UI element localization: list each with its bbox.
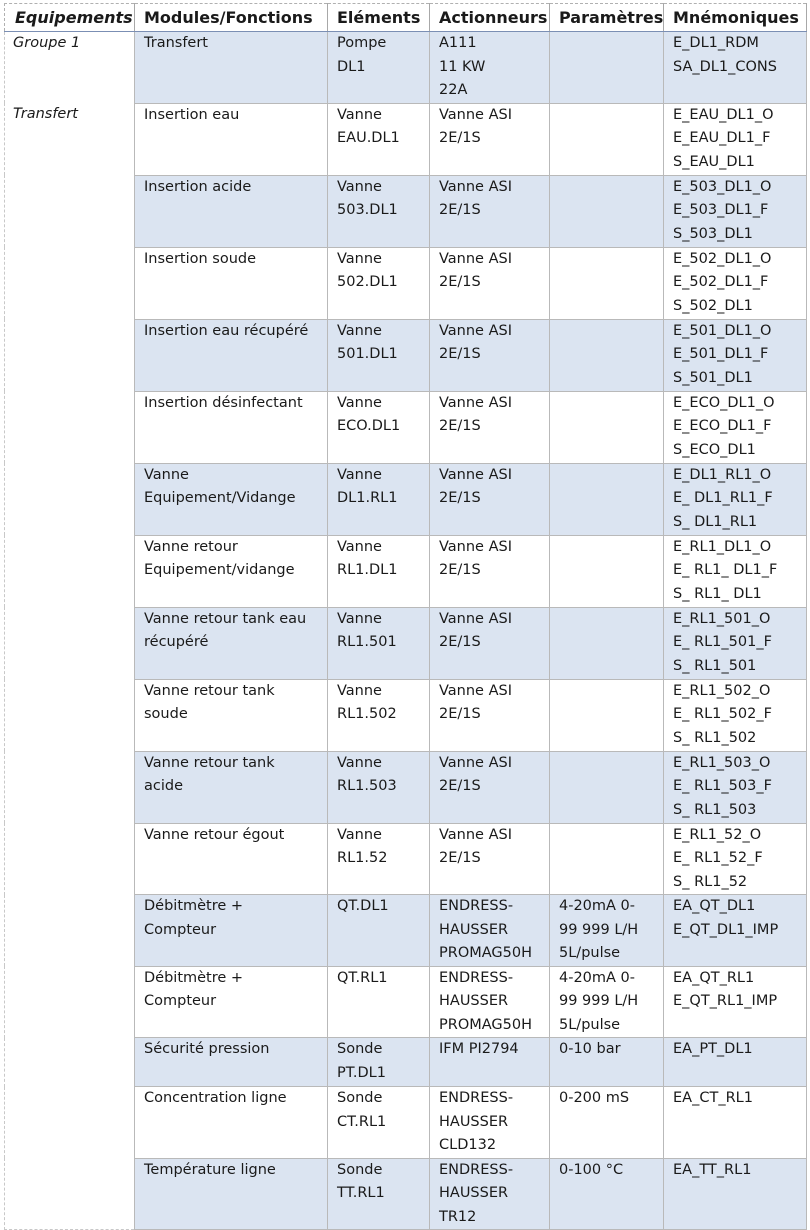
module-cell: Débitmètre + Compteur [135, 895, 328, 967]
module-cell: Vanne Equipement/Vidange [135, 463, 328, 535]
element-cell: Vanne DL1.RL1 [328, 463, 430, 535]
table-row [5, 391, 807, 463]
parametre-cell [550, 607, 664, 679]
mnemonique-cell: EA_PT_DL1 [664, 1038, 807, 1087]
parametre-cell: 0-10 bar [550, 1038, 664, 1087]
actionneur-cell: ENDRESS- HAUSSER CLD132 [430, 1087, 550, 1159]
mnemonique-cell: E_RL1_503_O E_ RL1_503_F S_ RL1_503 [664, 751, 807, 823]
equipment-cell [5, 535, 135, 607]
parametre-cell [550, 247, 664, 319]
mnemonique-cell: EA_CT_RL1 [664, 1087, 807, 1159]
table-row [5, 535, 807, 607]
equipment-cell: Transfert [5, 103, 135, 175]
parametre-cell [550, 175, 664, 247]
module-cell: Vanne retour tank acide [135, 751, 328, 823]
mnemonique-cell: EA_TT_RL1 [664, 1158, 807, 1230]
mnemonique-cell: E_RL1_DL1_O E_ RL1_ DL1_F S_ RL1_ DL1 [664, 535, 807, 607]
module-cell: Insertion eau récupéré [135, 319, 328, 391]
module-cell: Insertion soude [135, 247, 328, 319]
equipment-cell [5, 391, 135, 463]
equipment-table [4, 3, 807, 1230]
mnemonique-cell: EA_QT_DL1 E_QT_DL1_IMP [664, 895, 807, 967]
table-row [5, 319, 807, 391]
element-cell: Vanne 501.DL1 [328, 319, 430, 391]
table-row [5, 175, 807, 247]
element-cell: Vanne RL1.52 [328, 823, 430, 895]
element-cell: QT.DL1 [328, 895, 430, 967]
parametre-cell [550, 319, 664, 391]
equipment-cell [5, 247, 135, 319]
actionneur-cell: ENDRESS- HAUSSER PROMAG50H [430, 895, 550, 967]
actionneur-cell: A111 11 KW 22A [430, 32, 550, 104]
element-cell: Sonde CT.RL1 [328, 1087, 430, 1159]
actionneur-cell: Vanne ASI 2E/1S [430, 823, 550, 895]
equipment-cell [5, 1158, 135, 1230]
header-mnemoniques: Mnémoniques [664, 4, 807, 32]
table-row [5, 751, 807, 823]
parametre-cell [550, 751, 664, 823]
actionneur-cell: Vanne ASI 2E/1S [430, 175, 550, 247]
equipment-cell [5, 679, 135, 751]
element-cell: Vanne 502.DL1 [328, 247, 430, 319]
mnemonique-cell: E_502_DL1_O E_502_DL1_F S_502_DL1 [664, 247, 807, 319]
equipment-cell [5, 175, 135, 247]
parametre-cell [550, 32, 664, 104]
header-modules: Modules/Fonctions [135, 4, 328, 32]
element-cell: Sonde PT.DL1 [328, 1038, 430, 1087]
actionneur-cell: Vanne ASI 2E/1S [430, 247, 550, 319]
element-cell: Vanne ECO.DL1 [328, 391, 430, 463]
actionneur-cell: IFM PI2794 [430, 1038, 550, 1087]
module-cell: Vanne retour égout [135, 823, 328, 895]
mnemonique-cell: E_ECO_DL1_O E_ECO_DL1_F S_ECO_DL1 [664, 391, 807, 463]
actionneur-cell: Vanne ASI 2E/1S [430, 751, 550, 823]
parametre-cell [550, 463, 664, 535]
equipment-cell [5, 966, 135, 1038]
mnemonique-cell: E_DL1_RDM SA_DL1_CONS [664, 32, 807, 104]
equipment-cell [5, 1038, 135, 1087]
table-row [5, 1158, 807, 1230]
mnemonique-cell: E_RL1_501_O E_ RL1_501_F S_ RL1_501 [664, 607, 807, 679]
parametre-cell [550, 103, 664, 175]
table-row [5, 895, 807, 967]
parametre-cell: 0-100 °C [550, 1158, 664, 1230]
equipment-cell [5, 319, 135, 391]
table-row [5, 607, 807, 679]
equipment-cell: Groupe 1 [5, 32, 135, 104]
module-cell: Insertion eau [135, 103, 328, 175]
actionneur-cell: Vanne ASI 2E/1S [430, 535, 550, 607]
mnemonique-cell: E_501_DL1_O E_501_DL1_F S_501_DL1 [664, 319, 807, 391]
equipment-cell [5, 1087, 135, 1159]
equipment-cell [5, 751, 135, 823]
actionneur-cell: ENDRESS- HAUSSER PROMAG50H [430, 966, 550, 1038]
header-elements: Eléments [328, 4, 430, 32]
element-cell: Vanne EAU.DL1 [328, 103, 430, 175]
mnemonique-cell: E_RL1_52_O E_ RL1_52_F S_ RL1_52 [664, 823, 807, 895]
mnemonique-cell: EA_QT_RL1 E_QT_RL1_IMP [664, 966, 807, 1038]
table-row [5, 1087, 807, 1159]
element-cell: Vanne RL1.501 [328, 607, 430, 679]
actionneur-cell: Vanne ASI 2E/1S [430, 463, 550, 535]
header-actionneurs: Actionneurs [430, 4, 550, 32]
table-row [5, 32, 807, 104]
table-row [5, 679, 807, 751]
header-parametres: Paramètres [550, 4, 664, 32]
element-cell: Sonde TT.RL1 [328, 1158, 430, 1230]
module-cell: Vanne retour tank soude [135, 679, 328, 751]
parametre-cell [550, 535, 664, 607]
table-row [5, 103, 807, 175]
parametre-cell: 0-200 mS [550, 1087, 664, 1159]
equipment-cell [5, 823, 135, 895]
mnemonique-cell: E_EAU_DL1_O E_EAU_DL1_F S_EAU_DL1 [664, 103, 807, 175]
table-row [5, 966, 807, 1038]
actionneur-cell: Vanne ASI 2E/1S [430, 391, 550, 463]
parametre-cell: 4-20mA 0- 99 999 L/H 5L/pulse [550, 895, 664, 967]
element-cell: Vanne 503.DL1 [328, 175, 430, 247]
table-header-row [5, 4, 807, 32]
table-row [5, 823, 807, 895]
mnemonique-cell: E_DL1_RL1_O E_ DL1_RL1_F S_ DL1_RL1 [664, 463, 807, 535]
module-cell: Transfert [135, 32, 328, 104]
module-cell: Insertion désinfectant [135, 391, 328, 463]
module-cell: Sécurité pression [135, 1038, 328, 1087]
parametre-cell [550, 679, 664, 751]
equipment-cell [5, 895, 135, 967]
equipment-cell [5, 607, 135, 679]
module-cell: Vanne retour Equipement/vidange [135, 535, 328, 607]
element-cell: Pompe DL1 [328, 32, 430, 104]
mnemonique-cell: E_503_DL1_O E_503_DL1_F S_503_DL1 [664, 175, 807, 247]
module-cell: Température ligne [135, 1158, 328, 1230]
element-cell: Vanne RL1.503 [328, 751, 430, 823]
actionneur-cell: Vanne ASI 2E/1S [430, 679, 550, 751]
element-cell: Vanne RL1.DL1 [328, 535, 430, 607]
actionneur-cell: ENDRESS- HAUSSER TR12 [430, 1158, 550, 1230]
module-cell: Concentration ligne [135, 1087, 328, 1159]
module-cell: Insertion acide [135, 175, 328, 247]
table-row [5, 247, 807, 319]
element-cell: Vanne RL1.502 [328, 679, 430, 751]
table-row [5, 1038, 807, 1087]
parametre-cell [550, 391, 664, 463]
module-cell: Débitmètre + Compteur [135, 966, 328, 1038]
actionneur-cell: Vanne ASI 2E/1S [430, 607, 550, 679]
module-cell: Vanne retour tank eau récupéré [135, 607, 328, 679]
mnemonique-cell: E_RL1_502_O E_ RL1_502_F S_ RL1_502 [664, 679, 807, 751]
actionneur-cell: Vanne ASI 2E/1S [430, 103, 550, 175]
actionneur-cell: Vanne ASI 2E/1S [430, 319, 550, 391]
parametre-cell [550, 823, 664, 895]
equipment-cell [5, 463, 135, 535]
element-cell: QT.RL1 [328, 966, 430, 1038]
table-row [5, 463, 807, 535]
parametre-cell: 4-20mA 0- 99 999 L/H 5L/pulse [550, 966, 664, 1038]
header-equipements: Equipements [5, 4, 135, 32]
